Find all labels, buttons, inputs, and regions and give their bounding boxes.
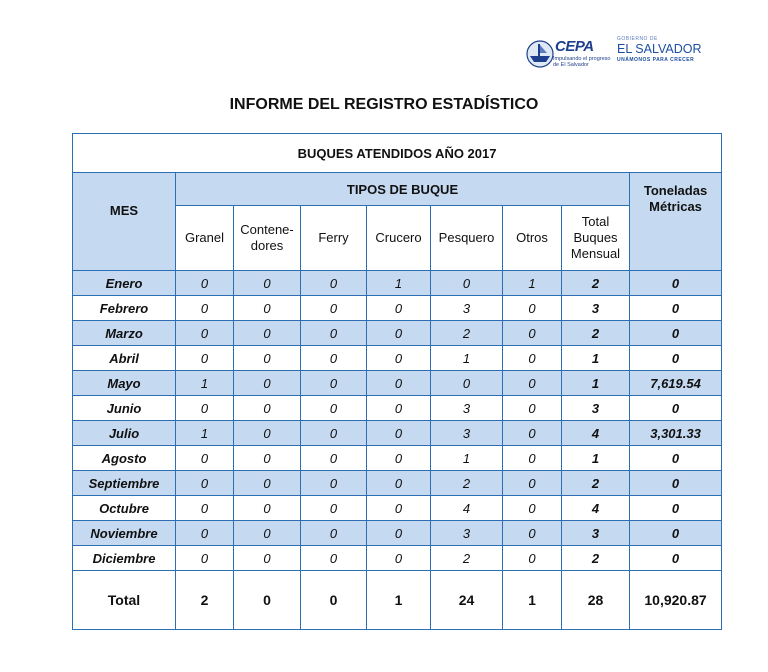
total-cell: 28 [562, 571, 630, 630]
value-cell: 0 [234, 496, 301, 521]
value-cell: 0 [176, 396, 234, 421]
el-salvador-logo [617, 36, 707, 76]
value-cell: 0 [367, 296, 431, 321]
value-cell: 0 [503, 471, 562, 496]
value-cell: 0 [503, 321, 562, 346]
monthly-total-cell: 1 [562, 346, 630, 371]
toneladas-cell: 0 [630, 321, 722, 346]
toneladas-cell: 0 [630, 546, 722, 571]
toneladas-cell: 0 [630, 396, 722, 421]
value-cell: 0 [367, 446, 431, 471]
value-cell: 1 [431, 446, 503, 471]
value-cell: 0 [431, 371, 503, 396]
value-cell: 0 [367, 471, 431, 496]
monthly-total-cell: 2 [562, 471, 630, 496]
total-cell: 24 [431, 571, 503, 630]
monthly-total-cell: 3 [562, 296, 630, 321]
value-cell: 0 [301, 421, 367, 446]
table-row [73, 396, 722, 421]
table-caption: BUQUES ATENDIDOS AÑO 2017 [73, 134, 722, 173]
value-cell: 2 [431, 546, 503, 571]
month-cell: Febrero [73, 296, 176, 321]
value-cell: 0 [503, 546, 562, 571]
toneladas-cell: 0 [630, 521, 722, 546]
value-cell: 0 [176, 546, 234, 571]
column-header: Contene-dores [234, 206, 301, 271]
value-cell: 0 [234, 421, 301, 446]
value-cell: 1 [367, 271, 431, 296]
value-cell: 0 [234, 271, 301, 296]
monthly-total-cell: 1 [562, 446, 630, 471]
toneladas-cell: 0 [630, 346, 722, 371]
table-row [73, 421, 722, 446]
monthly-total-cell: 2 [562, 271, 630, 296]
table-row [73, 546, 722, 571]
value-cell: 0 [176, 521, 234, 546]
column-header: Crucero [367, 206, 431, 271]
gobierno-label: GOBIERNO DE [617, 36, 658, 42]
toneladas-cell: 7,619.54 [630, 371, 722, 396]
total-cell: 1 [503, 571, 562, 630]
value-cell: 0 [234, 346, 301, 371]
value-cell: 0 [503, 496, 562, 521]
table-row [73, 321, 722, 346]
total-cell: 2 [176, 571, 234, 630]
value-cell: 0 [176, 496, 234, 521]
value-cell: 0 [503, 396, 562, 421]
toneladas-cell: 3,301.33 [630, 421, 722, 446]
value-cell: 0 [301, 471, 367, 496]
value-cell: 0 [301, 271, 367, 296]
value-cell: 0 [503, 296, 562, 321]
header-logos [525, 36, 705, 76]
value-cell: 0 [301, 521, 367, 546]
value-cell: 0 [367, 421, 431, 446]
month-cell: Diciembre [73, 546, 176, 571]
monthly-total-cell: 4 [562, 496, 630, 521]
cepa-tagline: Impulsando el progreso de El Salvador [553, 56, 611, 68]
month-cell: Mayo [73, 371, 176, 396]
column-header: Otros [503, 206, 562, 271]
column-header: Ferry [301, 206, 367, 271]
value-cell: 0 [503, 421, 562, 446]
value-cell: 0 [234, 371, 301, 396]
table-row [73, 446, 722, 471]
value-cell: 0 [301, 321, 367, 346]
column-header: Granel [176, 206, 234, 271]
value-cell: 0 [503, 521, 562, 546]
toneladas-cell: 0 [630, 296, 722, 321]
table-row [73, 521, 722, 546]
value-cell: 0 [503, 371, 562, 396]
value-cell: 4 [431, 496, 503, 521]
value-cell: 0 [367, 521, 431, 546]
monthly-total-cell: 3 [562, 396, 630, 421]
value-cell: 0 [301, 546, 367, 571]
table-row [73, 271, 722, 296]
value-cell: 0 [234, 546, 301, 571]
total-cell: 1 [367, 571, 431, 630]
gobierno-tagline: UNÁMONOS PARA CRECER [617, 57, 695, 63]
value-cell: 0 [503, 446, 562, 471]
value-cell: 0 [503, 346, 562, 371]
total-cell: 0 [301, 571, 367, 630]
month-cell: Noviembre [73, 521, 176, 546]
column-header: Pesquero [431, 206, 503, 271]
month-cell: Julio [73, 421, 176, 446]
value-cell: 0 [367, 546, 431, 571]
total-cell: 0 [234, 571, 301, 630]
value-cell: 3 [431, 421, 503, 446]
value-cell: 1 [176, 421, 234, 446]
value-cell: 0 [234, 471, 301, 496]
toneladas-cell: 0 [630, 446, 722, 471]
month-cell: Junio [73, 396, 176, 421]
toneladas-cell: 0 [630, 471, 722, 496]
value-cell: 0 [176, 271, 234, 296]
value-cell: 0 [176, 346, 234, 371]
month-cell: Enero [73, 271, 176, 296]
value-cell: 2 [431, 321, 503, 346]
table-row [73, 371, 722, 396]
table-row [73, 296, 722, 321]
value-cell: 0 [367, 496, 431, 521]
value-cell: 1 [176, 371, 234, 396]
value-cell: 1 [431, 346, 503, 371]
value-cell: 0 [301, 446, 367, 471]
value-cell: 0 [176, 296, 234, 321]
cepa-logo [525, 36, 613, 76]
stats-table [72, 133, 722, 630]
monthly-total-cell: 3 [562, 521, 630, 546]
month-cell: Septiembre [73, 471, 176, 496]
toneladas-cell: 0 [630, 271, 722, 296]
value-cell: 0 [234, 296, 301, 321]
month-cell: Agosto [73, 446, 176, 471]
value-cell: 0 [367, 396, 431, 421]
value-cell: 0 [301, 496, 367, 521]
monthly-total-cell: 4 [562, 421, 630, 446]
total-row [73, 571, 722, 630]
value-cell: 0 [367, 321, 431, 346]
tipos-header: TIPOS DE BUQUE [176, 173, 630, 206]
value-cell: 0 [301, 371, 367, 396]
toneladas-cell: 0 [630, 496, 722, 521]
mes-header: MES [73, 173, 176, 271]
value-cell: 0 [176, 446, 234, 471]
monthly-total-cell: 2 [562, 321, 630, 346]
month-cell: Octubre [73, 496, 176, 521]
total-label: Total [73, 571, 176, 630]
column-header: Total Buques Mensual [562, 206, 630, 271]
report-title: INFORME DEL REGISTRO ESTADÍSTICO [229, 96, 539, 113]
table-row [73, 496, 722, 521]
value-cell: 0 [234, 396, 301, 421]
month-cell: Abril [73, 346, 176, 371]
value-cell: 0 [234, 446, 301, 471]
value-cell: 3 [431, 396, 503, 421]
value-cell: 0 [367, 346, 431, 371]
monthly-total-cell: 2 [562, 546, 630, 571]
value-cell: 2 [431, 471, 503, 496]
monthly-total-cell: 1 [562, 371, 630, 396]
value-cell: 0 [234, 321, 301, 346]
total-toneladas: 10,920.87 [630, 571, 722, 630]
el-salvador-wordmark: EL SALVADOR [617, 42, 702, 56]
value-cell: 0 [367, 371, 431, 396]
table-row [73, 346, 722, 371]
value-cell: 3 [431, 521, 503, 546]
cepa-wordmark: CEPA [555, 38, 594, 55]
value-cell: 0 [301, 296, 367, 321]
value-cell: 0 [176, 471, 234, 496]
value-cell: 1 [503, 271, 562, 296]
table-row [73, 471, 722, 496]
value-cell: 0 [234, 521, 301, 546]
toneladas-header: Toneladas Métricas [630, 173, 722, 271]
value-cell: 0 [301, 346, 367, 371]
month-cell: Marzo [73, 321, 176, 346]
value-cell: 0 [176, 321, 234, 346]
value-cell: 0 [301, 396, 367, 421]
value-cell: 3 [431, 296, 503, 321]
value-cell: 0 [431, 271, 503, 296]
cepa-emblem-icon [525, 36, 555, 72]
